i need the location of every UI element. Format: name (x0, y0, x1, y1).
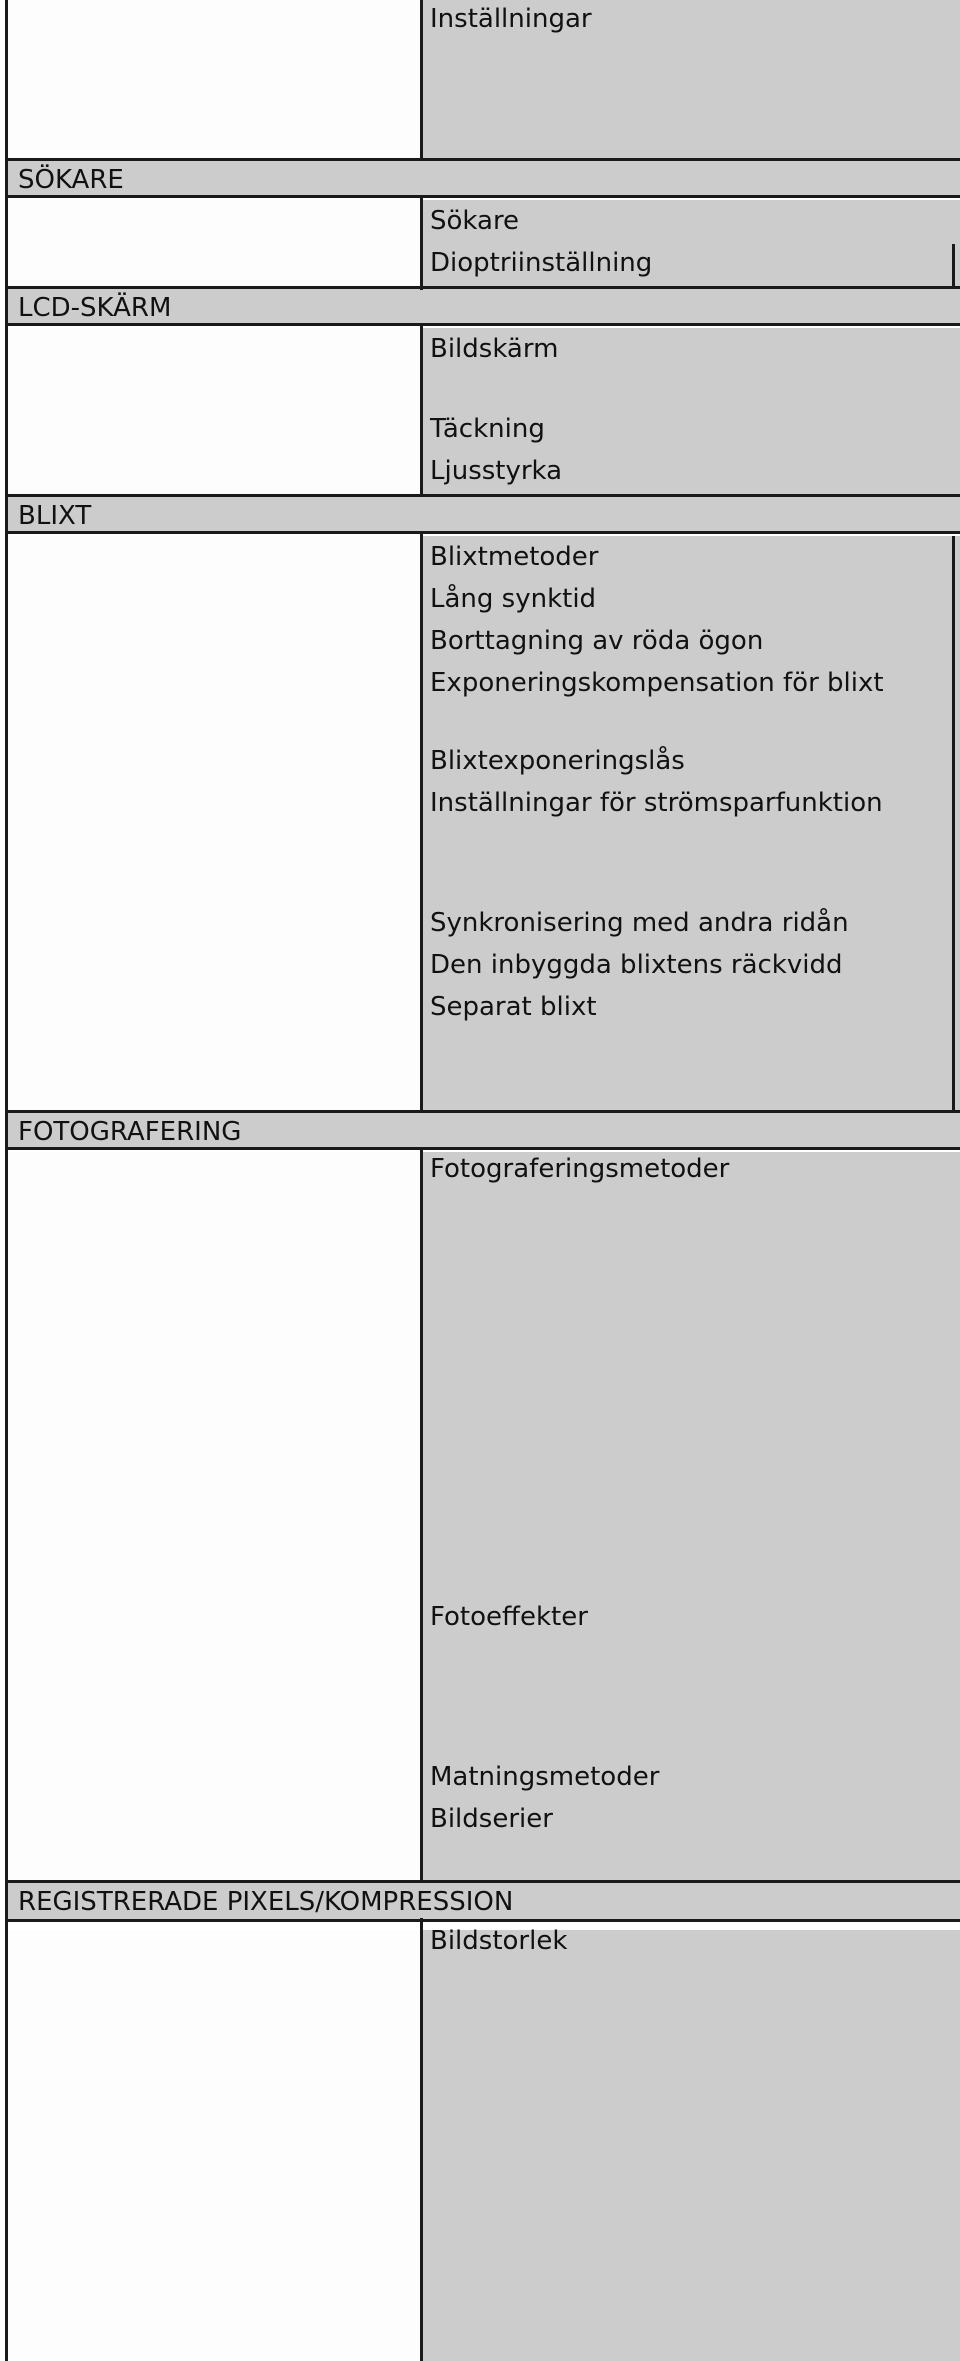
item-stromspar: Inställningar för strömsparfunktion (430, 788, 883, 818)
right-border-2 (952, 536, 955, 1112)
item-exp-komp-blixt: Exponeringskompensation för blixt (430, 668, 884, 698)
mid-border-3 (420, 324, 423, 496)
item-dioptri: Dioptriinställning (430, 248, 653, 278)
item-bildstorlek: Bildstorlek (430, 1926, 568, 1956)
section-bar-pixels (6, 1880, 960, 1922)
section-title-fotografering: FOTOGRAFERING (18, 1117, 242, 1147)
item-bildskarm: Bildskärm (430, 334, 559, 364)
section-title-lcd: LCD-SKÄRM (18, 293, 172, 323)
blixt-items-cell (422, 536, 960, 1112)
lcd-left-cell (8, 328, 420, 494)
item-blixtmetoder: Blixtmetoder (430, 542, 599, 572)
item-matningsmetoder: Matningsmetoder (430, 1762, 660, 1792)
item-bildserier: Bildserier (430, 1804, 553, 1834)
item-ljusstyrka: Ljusstyrka (430, 456, 563, 486)
left-border (5, 0, 8, 2361)
mid-border-2 (420, 196, 423, 290)
item-sokare: Sökare (430, 206, 520, 236)
item-tackning: Täckning (430, 414, 545, 444)
section-bar-fotografering (6, 1110, 960, 1150)
sokare-left-cell (8, 200, 420, 286)
pixels-left-cell (8, 1930, 420, 2361)
section-bar-lcd (6, 286, 960, 326)
item-fotograferingsmetoder: Fotograferingsmetoder (430, 1154, 730, 1184)
mid-border-5 (420, 1148, 423, 1882)
mid-border-4 (420, 532, 423, 1112)
item-fotoeffekter: Fotoeffekter (430, 1602, 588, 1632)
fotografering-left-cell (8, 1152, 420, 1888)
item-roda-ogon: Borttagning av röda ögon (430, 626, 764, 656)
section-title-blixt: BLIXT (18, 501, 92, 531)
mid-border-6 (420, 1918, 423, 2361)
blixt-left-cell (8, 536, 420, 1112)
item-andra-ridan: Synkronisering med andra ridån (430, 908, 849, 938)
pixels-items-cell (422, 1930, 960, 2361)
mid-border-1 (420, 0, 423, 160)
header-left-cell (8, 0, 420, 158)
section-bar-sokare (6, 158, 960, 198)
item-rackvidd: Den inbyggda blixtens räckvidd (430, 950, 843, 980)
item-lang-synktid: Lång synktid (430, 584, 597, 614)
section-bar-blixt (6, 494, 960, 534)
section-title-pixels: REGISTRERADE PIXELS/KOMPRESSION (18, 1887, 514, 1917)
section-title-sokare: SÖKARE (18, 165, 124, 195)
item-blixtexp-las: Blixtexponeringslås (430, 746, 685, 776)
item-separat-blixt: Separat blixt (430, 992, 597, 1022)
right-border-1 (952, 244, 955, 286)
header-label: Inställningar (430, 4, 592, 34)
